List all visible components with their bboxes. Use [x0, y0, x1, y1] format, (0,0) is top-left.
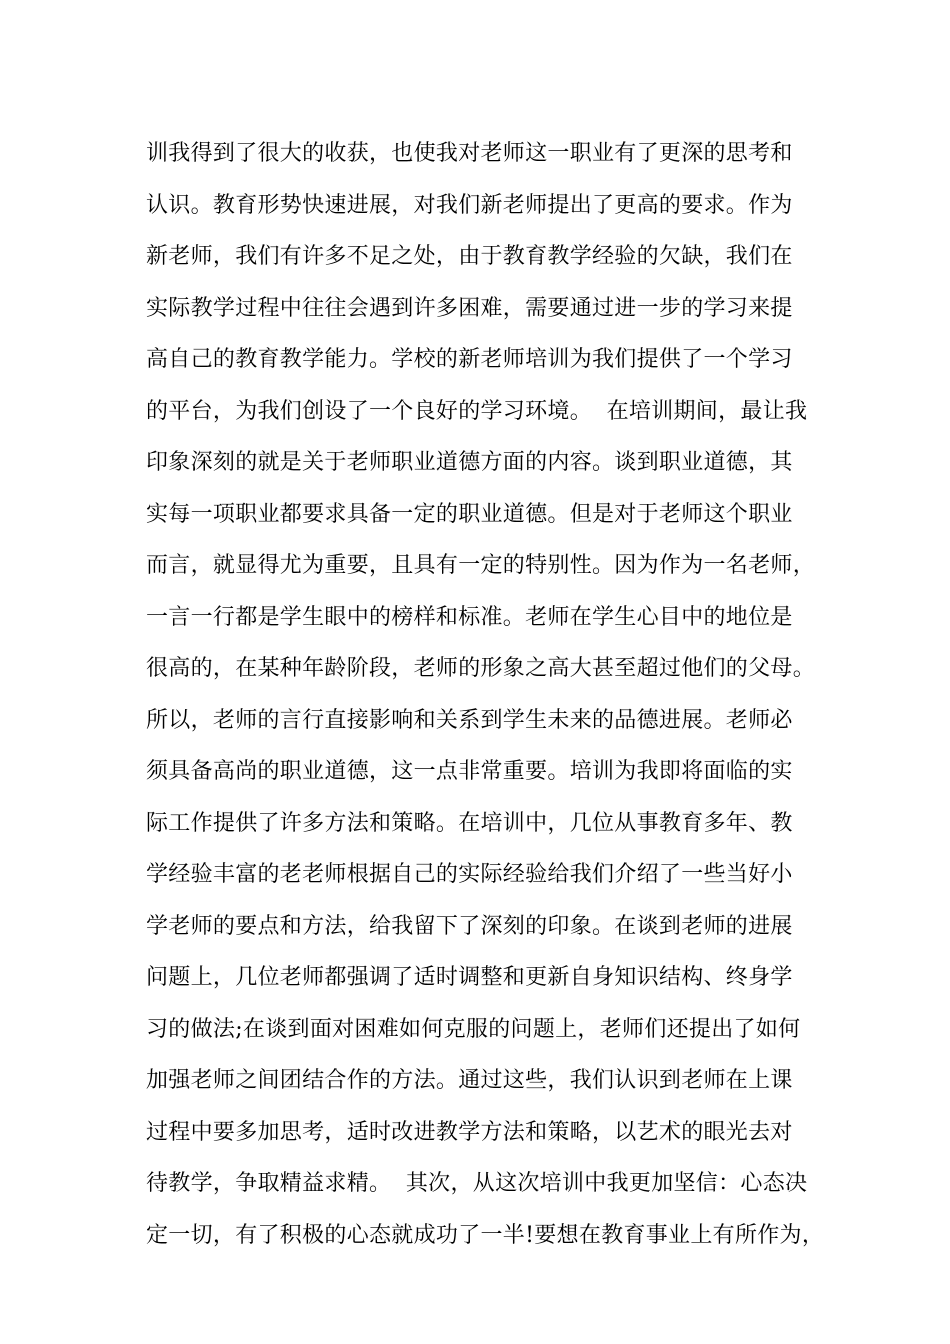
text-line: 学经验丰富的老老师根据自己的实际经验给我们介绍了一些当好小 [146, 862, 793, 887]
text-line: 训我得到了很大的收获，也使我对老师这一职业有了更深的思考和 [146, 141, 793, 166]
body-text [146, 134, 846, 1267]
text-line: 高自己的教育教学能力。学校的新老师培训为我们提供了一个学习 [146, 347, 793, 372]
text-line: 实每一项职业都要求具备一定的职业道德。但是对于老师这个职业 [146, 501, 793, 527]
text-line: 而言，就显得尤为重要，且具有一定的特别性。因为作为一名老师， [146, 553, 816, 578]
text-line: 定一切，有了积极的心态就成功了一半!要想在教育事业上有所作为， [146, 1222, 825, 1248]
text-line: 际工作提供了许多方法和策略。在培训中，几位从事教育多年、教 [146, 810, 793, 836]
text-line: 所以，老师的言行直接影响和关系到学生未来的品德进展。老师必 [146, 707, 793, 733]
text-line: 印象深刻的就是关于老师职业道德方面的内容。谈到职业道德，其 [146, 450, 793, 475]
text-line: 加强老师之间团结合作的方法。通过这些，我们认识到老师在上课 [146, 1068, 793, 1093]
text-line: 一言一行都是学生眼中的榜样和标准。老师在学生心目中的地位是 [146, 604, 793, 630]
text-line: 学老师的要点和方法，给我留下了深刻的印象。在谈到老师的进展 [146, 913, 793, 939]
text-line: 待教学，争取精益求精。 其次，从这次培训中我更加坚信：心态决 [146, 1171, 808, 1196]
text-line: 习的做法;在谈到面对困难如何克服的问题上，老师们还提出了如何 [146, 1016, 801, 1042]
text-line: 须具备高尚的职业道德，这一点非常重要。培训为我即将面临的实 [146, 759, 793, 784]
text-line: 问题上，几位老师都强调了适时调整和更新自身知识结构、终身学 [146, 965, 793, 990]
text-line: 认识。教育形势快速进展，对我们新老师提出了更高的要求。作为 [146, 192, 793, 218]
text-line: 的平台，为我们创设了一个良好的学习环境。 在培训期间，最让我 [146, 398, 808, 424]
text-line: 过程中要多加思考，适时改进教学方法和策略，以艺术的眼光去对 [146, 1119, 793, 1145]
text-line: 实际教学过程中往往会遇到许多困难，需要通过进一步的学习来提 [146, 295, 793, 321]
text-line: 很高的，在某种年龄阶段，老师的形象之高大甚至超过他们的父母。 [146, 656, 816, 681]
text-line: 新老师，我们有许多不足之处，由于教育教学经验的欠缺，我们在 [146, 244, 793, 269]
